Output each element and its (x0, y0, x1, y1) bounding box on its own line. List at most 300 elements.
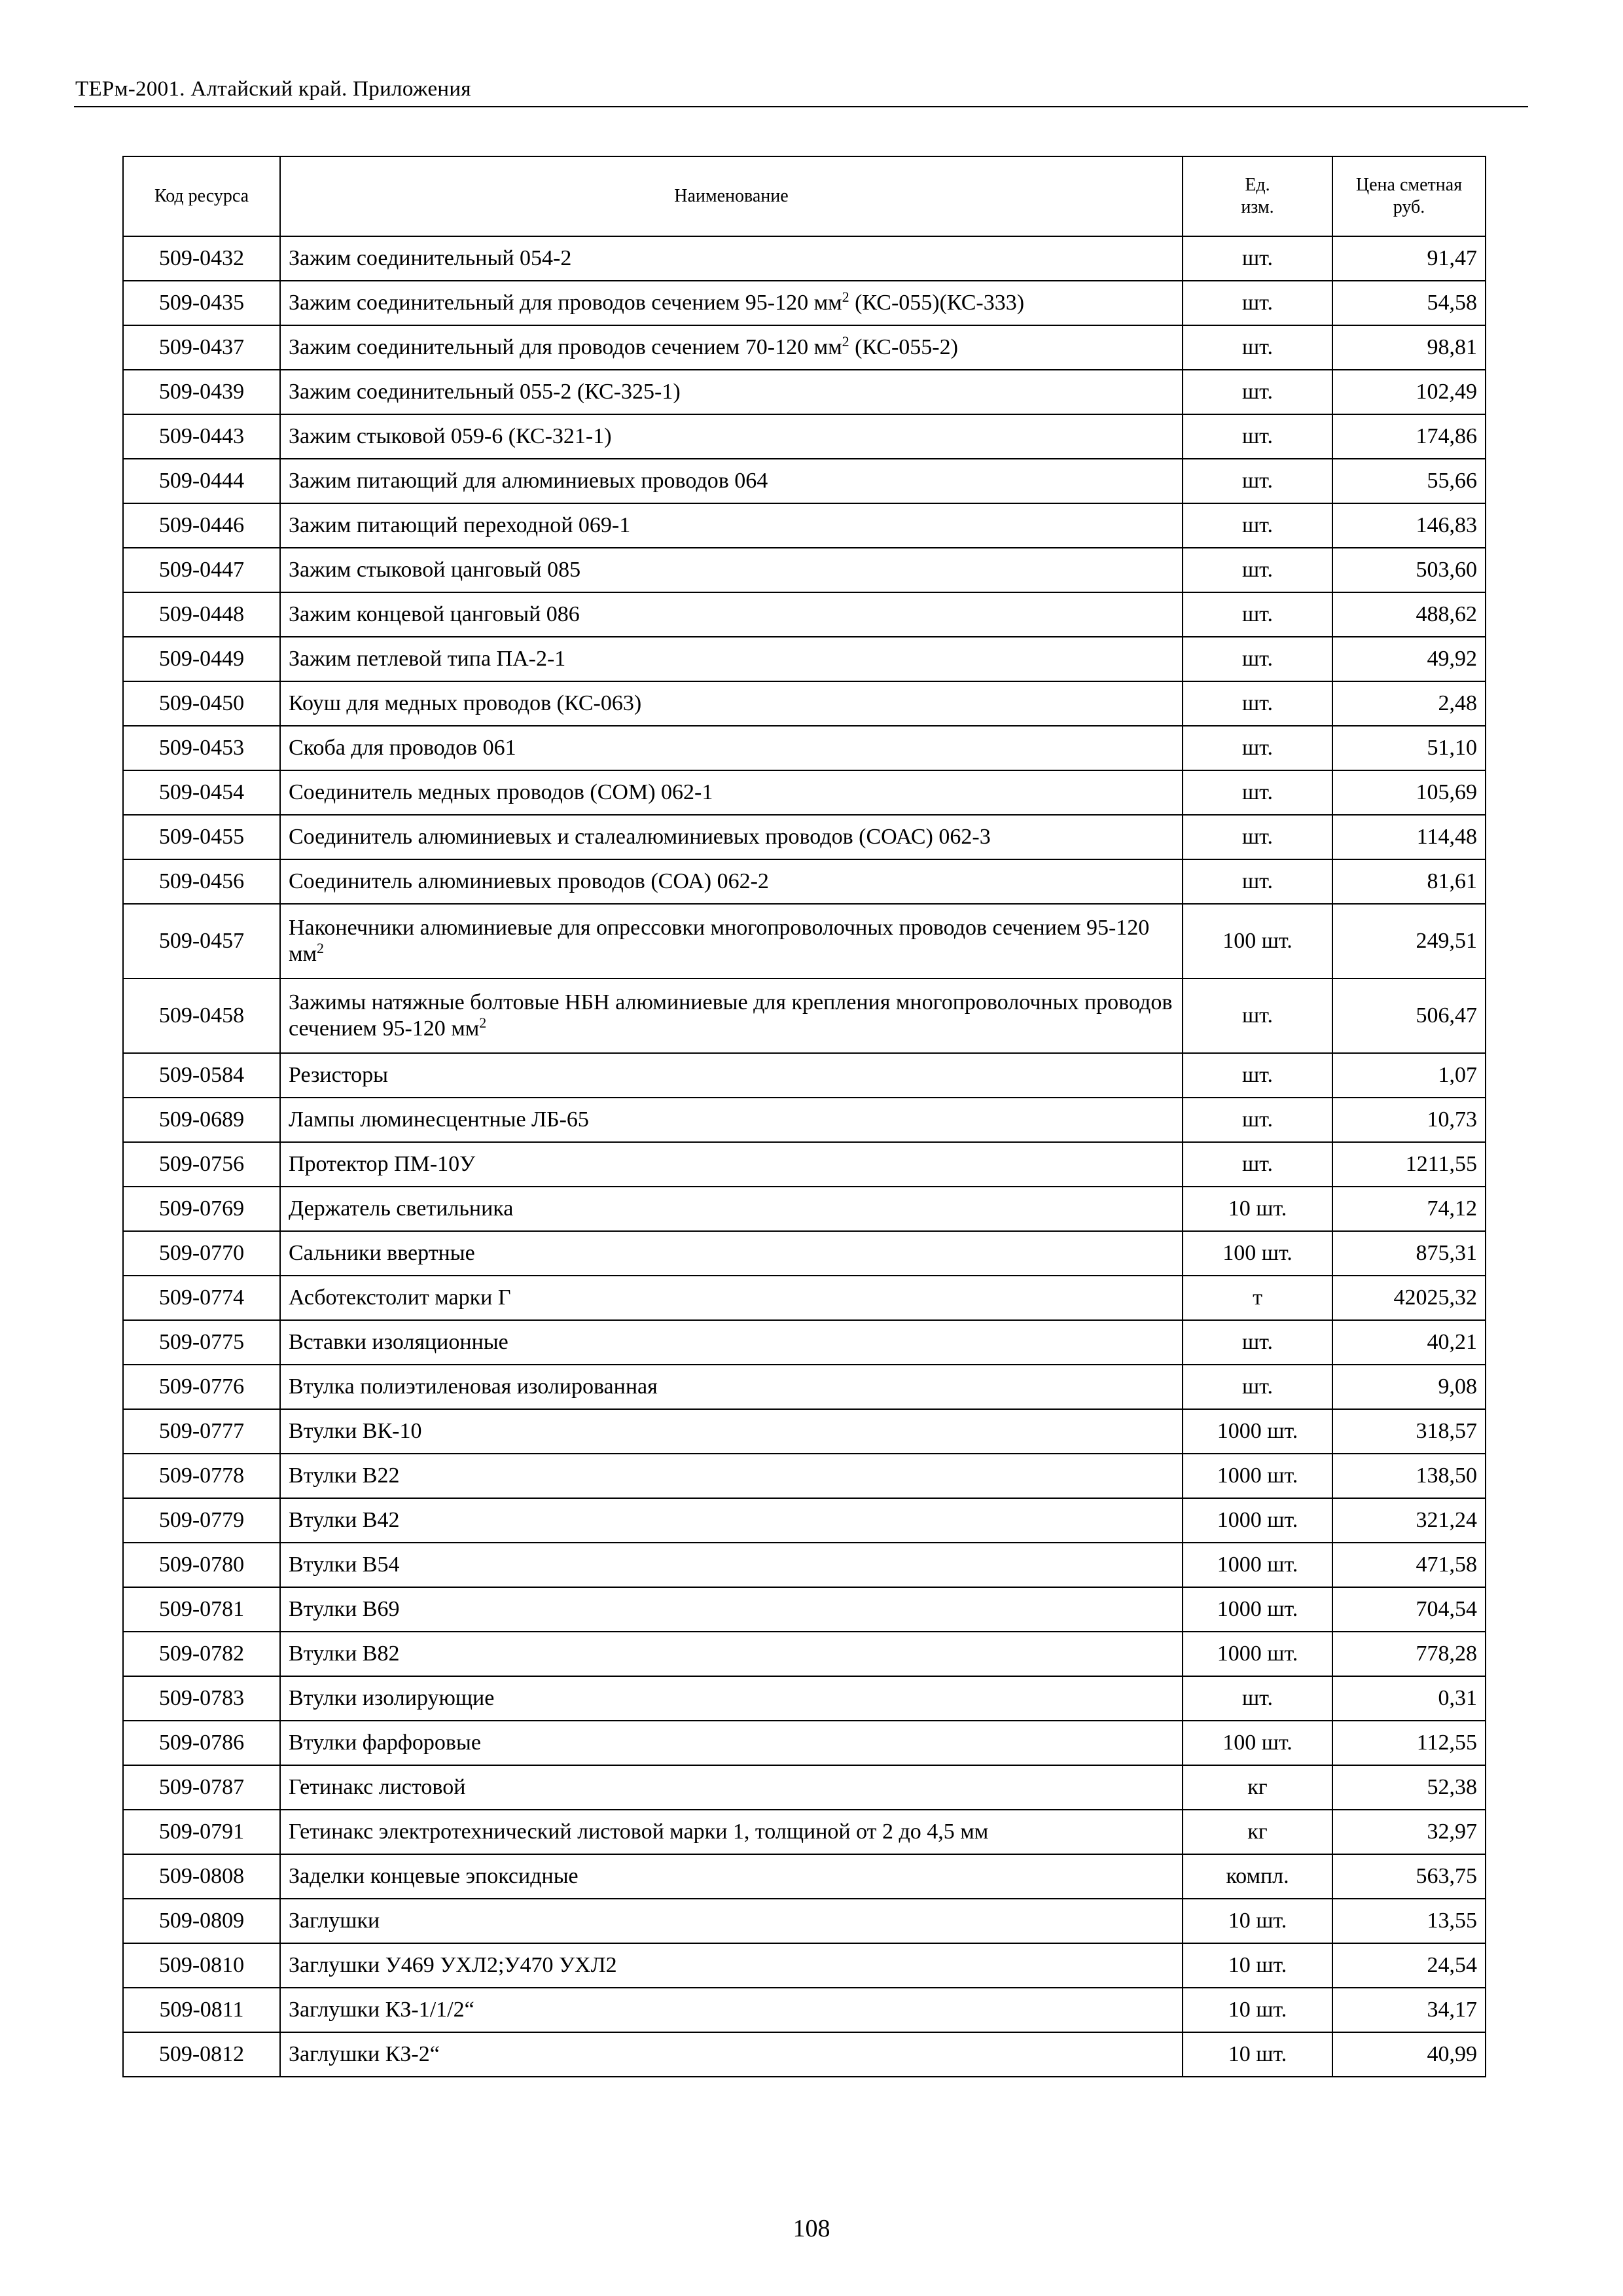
price-cell (1332, 236, 1486, 281)
table-row (123, 1142, 1486, 1187)
estimated-price: 40,99 (1427, 2042, 1477, 2066)
unit-cell (1183, 1098, 1332, 1142)
column-header-code (123, 156, 280, 236)
resource-code-cell (123, 1587, 280, 1632)
table-row (123, 1810, 1486, 1854)
unit-cell (1183, 414, 1332, 459)
resource-code: 509-0810 (158, 1953, 245, 1977)
resource-code: 509-0809 (158, 1909, 245, 1933)
resource-name: Втулка полиэтиленовая изолированная (289, 1374, 658, 1399)
resource-code-cell (123, 859, 280, 904)
resource-code: 509-0786 (158, 1731, 245, 1755)
table-row (123, 637, 1486, 681)
unit-of-measure: шт. (1242, 291, 1273, 315)
resource-name: Втулки изолирующие (289, 1686, 495, 1710)
resource-name-cell (280, 681, 1183, 726)
unit-of-measure: шт. (1242, 1063, 1273, 1087)
resource-name-cell (280, 1409, 1183, 1454)
column-header-unit-line2: изм. (1241, 197, 1274, 217)
estimated-price: 318,57 (1416, 1419, 1477, 1443)
resource-code-cell (123, 1765, 280, 1810)
resource-name-cell (280, 548, 1183, 592)
price-cell (1332, 1454, 1486, 1498)
resource-name-cell (280, 1943, 1183, 1988)
resource-name: Гетинакс электротехнический листовой марки 1, толщиной от 2 до 4,5 мм (289, 1820, 989, 1844)
estimated-price: 49,92 (1427, 647, 1477, 671)
resource-code-cell (123, 1320, 280, 1365)
resource-name: Заделки концевые эпоксидные (289, 1864, 579, 1888)
resource-code: 509-0456 (158, 869, 245, 893)
unit-of-measure: шт. (1242, 691, 1273, 715)
column-header-unit (1183, 156, 1332, 236)
table-row (123, 859, 1486, 904)
resource-code-cell (123, 1943, 280, 1988)
resource-code: 509-0689 (158, 1107, 245, 1132)
unit-of-measure: шт. (1242, 1330, 1273, 1354)
table-row (123, 1988, 1486, 2032)
unit-cell (1183, 978, 1332, 1053)
unit-cell (1183, 370, 1332, 414)
table-row (123, 1276, 1486, 1320)
resource-name-cell (280, 1498, 1183, 1543)
resource-code: 509-0781 (158, 1597, 245, 1621)
resource-name: Втулки В69 (289, 1597, 400, 1621)
unit-superscript: 2 (842, 289, 849, 305)
price-cell (1332, 1053, 1486, 1098)
price-cell (1332, 1943, 1486, 1988)
resource-code-cell (123, 325, 280, 370)
resource-name-cell (280, 1053, 1183, 1098)
unit-cell (1183, 1632, 1332, 1676)
estimated-price: 249,51 (1416, 929, 1477, 953)
resource-code: 509-0584 (158, 1063, 245, 1087)
resource-name-text: Зажим соединительный для проводов сечением 70-120 мм (289, 335, 842, 359)
estimated-price: 114,48 (1416, 825, 1477, 849)
estimated-price: 1,07 (1438, 1063, 1477, 1087)
price-cell (1332, 1276, 1486, 1320)
price-cell (1332, 1320, 1486, 1365)
table-row (123, 1943, 1486, 1988)
price-cell (1332, 370, 1486, 414)
table-row (123, 548, 1486, 592)
unit-cell (1183, 1943, 1332, 1988)
resource-code: 509-0432 (158, 246, 245, 270)
resource-name: Резисторы (289, 1063, 388, 1087)
unit-of-measure: шт. (1242, 558, 1273, 582)
resource-name-cell (280, 1854, 1183, 1899)
price-table (122, 156, 1486, 2077)
estimated-price: 24,54 (1427, 1953, 1477, 1977)
table-row (123, 1231, 1486, 1276)
resource-code-cell (123, 1498, 280, 1543)
resource-code: 509-0437 (158, 335, 245, 359)
column-header-price-line1: Цена сметная (1355, 175, 1463, 195)
price-cell (1332, 1587, 1486, 1632)
resource-code: 509-0444 (158, 469, 245, 493)
table-row (123, 236, 1486, 281)
resource-name-cell (280, 1765, 1183, 1810)
table-row (123, 681, 1486, 726)
resource-name: Скоба для проводов 061 (289, 736, 516, 760)
column-header-price (1332, 156, 1486, 236)
resource-name-text: Зажим соединительный для проводов сечением 95-120 мм (289, 291, 842, 315)
column-header-price-line2: руб. (1393, 197, 1425, 217)
unit-of-measure: 100 шт. (1222, 1731, 1293, 1755)
table-body (123, 236, 1486, 2077)
estimated-price: 52,38 (1427, 1775, 1477, 1799)
price-cell (1332, 325, 1486, 370)
resource-name-text: Зажимы натяжные болтовые НБН алюминиевые для крепления многопроволочных проводов сечением 95-120 мм (289, 990, 1173, 1041)
price-cell (1332, 1187, 1486, 1231)
unit-of-measure: шт. (1242, 780, 1273, 804)
table-row (123, 726, 1486, 770)
resource-name-text-tail: (КС-055)(КС-333) (849, 291, 1025, 315)
price-cell (1332, 1721, 1486, 1765)
resource-code-cell (123, 1810, 280, 1854)
unit-of-measure: 100 шт. (1222, 1241, 1293, 1265)
estimated-price: 34,17 (1427, 1998, 1477, 2022)
resource-code-cell (123, 1365, 280, 1409)
resource-code: 509-0756 (158, 1152, 245, 1176)
price-cell (1332, 1854, 1486, 1899)
resource-code: 509-0455 (158, 825, 245, 849)
price-cell (1332, 770, 1486, 815)
resource-code-cell (123, 1632, 280, 1676)
estimated-price: 55,66 (1427, 469, 1477, 493)
resource-name-cell (280, 459, 1183, 503)
unit-cell (1183, 1142, 1332, 1187)
unit-of-measure: 1000 шт. (1217, 1552, 1298, 1577)
resource-name: Соединитель алюминиевых проводов (СОА) 062-2 (289, 869, 769, 893)
resource-name-cell (280, 1899, 1183, 1943)
unit-cell (1183, 1231, 1332, 1276)
resource-name-text-tail: (КС-055-2) (849, 335, 958, 359)
resource-name-cell (280, 281, 1183, 325)
resource-name-cell (280, 414, 1183, 459)
resource-code: 509-0776 (158, 1374, 245, 1399)
resource-name: Лампы люминесцентные ЛБ-65 (289, 1107, 589, 1132)
price-cell (1332, 459, 1486, 503)
unit-of-measure: шт. (1242, 1374, 1273, 1399)
unit-cell (1183, 859, 1332, 904)
price-cell (1332, 592, 1486, 637)
estimated-price: 503,60 (1416, 558, 1477, 582)
estimated-price: 146,83 (1416, 513, 1477, 537)
resource-name-cell (280, 726, 1183, 770)
estimated-price: 704,54 (1416, 1597, 1477, 1621)
unit-cell (1183, 1053, 1332, 1098)
resource-code: 509-0787 (158, 1775, 245, 1799)
resource-code-cell (123, 1053, 280, 1098)
estimated-price: 506,47 (1416, 1003, 1477, 1028)
unit-cell (1183, 1988, 1332, 2032)
unit-of-measure: 1000 шт. (1217, 1641, 1298, 1666)
unit-cell (1183, 1187, 1332, 1231)
estimated-price: 321,24 (1416, 1508, 1477, 1532)
resource-name-cell (280, 503, 1183, 548)
table-row (123, 1854, 1486, 1899)
table-row (123, 1676, 1486, 1721)
unit-cell (1183, 681, 1332, 726)
price-cell (1332, 1409, 1486, 1454)
resource-code: 509-0782 (158, 1641, 245, 1666)
resource-code: 509-0457 (158, 929, 245, 953)
estimated-price: 0,31 (1438, 1686, 1477, 1710)
resource-name: Заглушки КЗ-1/1/2“ (289, 1998, 474, 2022)
resource-code-cell (123, 1988, 280, 2032)
estimated-price: 32,97 (1427, 1820, 1477, 1844)
price-cell (1332, 681, 1486, 726)
unit-cell (1183, 815, 1332, 859)
resource-code: 509-0783 (158, 1686, 245, 1710)
resource-name: Протектор ПМ-10У (289, 1152, 476, 1176)
resource-name-cell (280, 1676, 1183, 1721)
resource-name: Втулки В42 (289, 1508, 400, 1532)
price-cell (1332, 414, 1486, 459)
resource-name-cell (280, 1098, 1183, 1142)
column-header-name-label: Наименование (674, 186, 789, 206)
unit-cell (1183, 770, 1332, 815)
estimated-price: 112,55 (1416, 1731, 1477, 1755)
resource-code-cell (123, 1187, 280, 1231)
resource-code-cell (123, 1142, 280, 1187)
estimated-price: 81,61 (1427, 869, 1477, 893)
resource-code-cell (123, 503, 280, 548)
estimated-price: 471,58 (1416, 1552, 1477, 1577)
unit-of-measure: компл. (1226, 1864, 1289, 1888)
resource-name: Зажим петлевой типа ПА-2-1 (289, 647, 566, 671)
resource-name-cell (280, 1365, 1183, 1409)
price-cell (1332, 548, 1486, 592)
table-header-row (123, 156, 1486, 236)
price-cell (1332, 281, 1486, 325)
unit-of-measure: кг (1247, 1775, 1268, 1799)
unit-of-measure: шт. (1242, 246, 1273, 270)
resource-code: 509-0769 (158, 1196, 245, 1221)
estimated-price: 51,10 (1427, 736, 1477, 760)
table-row (123, 1098, 1486, 1142)
resource-code: 509-0450 (158, 691, 245, 715)
resource-name-cell (280, 1187, 1183, 1231)
unit-cell (1183, 503, 1332, 548)
resource-code-cell (123, 1899, 280, 1943)
resource-code-cell (123, 548, 280, 592)
resource-name: Соединитель медных проводов (СОМ) 062-1 (289, 780, 713, 804)
resource-name: Заглушки (289, 1909, 380, 1933)
column-header-name (280, 156, 1183, 236)
document-header-title: ТЕРм-2001. Алтайский край. Приложения (75, 77, 471, 101)
resource-code: 509-0811 (159, 1998, 244, 2022)
resource-name-cell (280, 904, 1183, 978)
unit-of-measure: шт. (1242, 1003, 1273, 1028)
resource-name: Втулки фарфоровые (289, 1731, 481, 1755)
unit-cell (1183, 2032, 1332, 2077)
resource-name-cell (280, 1632, 1183, 1676)
unit-cell (1183, 459, 1332, 503)
resource-code: 509-0453 (158, 736, 245, 760)
unit-of-measure: 100 шт. (1222, 929, 1293, 953)
unit-of-measure: шт. (1242, 602, 1273, 626)
unit-cell (1183, 548, 1332, 592)
unit-cell (1183, 1721, 1332, 1765)
unit-of-measure: шт. (1242, 380, 1273, 404)
estimated-price: 9,08 (1438, 1374, 1477, 1399)
table-row (123, 503, 1486, 548)
unit-cell (1183, 1810, 1332, 1854)
resource-code-cell (123, 1231, 280, 1276)
resource-code-cell (123, 1676, 280, 1721)
price-cell (1332, 726, 1486, 770)
unit-of-measure: шт. (1242, 736, 1273, 760)
resource-name: Сальники ввертные (289, 1241, 475, 1265)
resource-code: 509-0447 (158, 558, 245, 582)
resource-name-cell (280, 859, 1183, 904)
unit-cell (1183, 1854, 1332, 1899)
price-cell (1332, 859, 1486, 904)
resource-code: 509-0779 (158, 1508, 245, 1532)
unit-superscript: 2 (842, 333, 849, 350)
resource-code-cell (123, 592, 280, 637)
table-row (123, 1899, 1486, 1943)
price-cell (1332, 637, 1486, 681)
table-row (123, 459, 1486, 503)
resource-code: 509-0777 (158, 1419, 245, 1443)
unit-of-measure: 1000 шт. (1217, 1597, 1298, 1621)
table-row (123, 2032, 1486, 2077)
resource-code-cell (123, 978, 280, 1053)
price-cell (1332, 1543, 1486, 1587)
table-row (123, 325, 1486, 370)
estimated-price: 174,86 (1416, 424, 1477, 448)
resource-code: 509-0446 (158, 513, 245, 537)
resource-code: 509-0775 (158, 1330, 245, 1354)
resource-code: 509-0448 (158, 602, 245, 626)
unit-cell (1183, 1365, 1332, 1409)
unit-of-measure: шт. (1242, 825, 1273, 849)
resource-code-cell (123, 904, 280, 978)
unit-cell (1183, 592, 1332, 637)
resource-name-cell (280, 770, 1183, 815)
estimated-price: 10,73 (1427, 1107, 1477, 1132)
resource-name: Зажим стыковой цанговый 085 (289, 558, 581, 582)
unit-cell (1183, 1409, 1332, 1454)
resource-code: 509-0770 (158, 1241, 245, 1265)
price-cell (1332, 1632, 1486, 1676)
unit-cell (1183, 1543, 1332, 1587)
resource-name-cell (280, 1810, 1183, 1854)
resource-name-cell (280, 1587, 1183, 1632)
estimated-price: 98,81 (1427, 335, 1477, 359)
table-row (123, 1632, 1486, 1676)
unit-cell (1183, 1498, 1332, 1543)
unit-cell (1183, 1587, 1332, 1632)
estimated-price: 563,75 (1416, 1864, 1477, 1888)
table-row (123, 592, 1486, 637)
resource-code: 509-0774 (158, 1285, 245, 1310)
estimated-price: 54,58 (1427, 291, 1477, 315)
table-row (123, 414, 1486, 459)
unit-cell (1183, 904, 1332, 978)
table-row (123, 1409, 1486, 1454)
table-row (123, 978, 1486, 1053)
resource-name: Втулки В22 (289, 1463, 400, 1488)
unit-cell (1183, 726, 1332, 770)
resource-name: Зажим концевой цанговый 086 (289, 602, 580, 626)
resource-code: 509-0449 (158, 647, 245, 671)
resource-name-cell (280, 1231, 1183, 1276)
resource-name-cell (280, 637, 1183, 681)
resource-code-cell (123, 459, 280, 503)
estimated-price: 91,47 (1427, 246, 1477, 270)
resource-name-cell (280, 325, 1183, 370)
unit-of-measure: шт. (1242, 869, 1273, 893)
resource-code-cell (123, 1276, 280, 1320)
table-row (123, 1721, 1486, 1765)
estimated-price: 42025,32 (1393, 1285, 1477, 1310)
resource-code: 509-0458 (158, 1003, 245, 1028)
resource-code-cell (123, 370, 280, 414)
resource-name: Зажим стыковой 059-6 (КС-321-1) (289, 424, 612, 448)
price-cell (1332, 1765, 1486, 1810)
resource-name-cell (280, 978, 1183, 1053)
estimated-price: 105,69 (1416, 780, 1477, 804)
price-cell (1332, 1988, 1486, 2032)
resource-code-cell (123, 1454, 280, 1498)
table-row (123, 1320, 1486, 1365)
unit-cell (1183, 1676, 1332, 1721)
estimated-price: 875,31 (1416, 1241, 1477, 1265)
resource-name: Соединитель алюминиевых и сталеалюминиевых проводов (СОАС) 062-3 (289, 825, 991, 849)
unit-of-measure: шт. (1242, 1686, 1273, 1710)
unit-of-measure: шт. (1242, 1107, 1273, 1132)
resource-code-cell (123, 637, 280, 681)
estimated-price: 1211,55 (1405, 1152, 1477, 1176)
resource-code: 509-0435 (158, 291, 245, 315)
resource-code-cell (123, 1098, 280, 1142)
header-rule (74, 106, 1528, 107)
price-cell (1332, 503, 1486, 548)
resource-code: 509-0791 (158, 1820, 245, 1844)
resource-name: Зажим питающий переходной 069-1 (289, 513, 631, 537)
resource-code: 509-0454 (158, 780, 245, 804)
resource-name-cell (280, 1454, 1183, 1498)
resource-name-text: Наконечники алюминиевые для опрессовки многопроволочных проводов сечением 95-120 мм (289, 916, 1150, 966)
unit-of-measure: 1000 шт. (1217, 1463, 1298, 1488)
unit-superscript: 2 (479, 1014, 487, 1031)
resource-name: Асботекстолит марки Г (289, 1285, 511, 1310)
resource-code: 509-0808 (158, 1864, 245, 1888)
unit-of-measure: шт. (1242, 335, 1273, 359)
table-row (123, 1543, 1486, 1587)
unit-of-measure: шт. (1242, 424, 1273, 448)
resource-name-cell (280, 592, 1183, 637)
column-header-code-label: Код ресурса (154, 186, 249, 206)
price-cell (1332, 978, 1486, 1053)
resource-name-cell (280, 236, 1183, 281)
unit-cell (1183, 1276, 1332, 1320)
resource-name-cell (280, 1543, 1183, 1587)
unit-superscript: 2 (317, 940, 325, 956)
table-row (123, 904, 1486, 978)
unit-of-measure: 10 шт. (1228, 1953, 1287, 1977)
resource-name-cell (280, 815, 1183, 859)
unit-of-measure: 10 шт. (1228, 2042, 1287, 2066)
unit-of-measure: 10 шт. (1228, 1196, 1287, 1221)
unit-of-measure: кг (1247, 1820, 1268, 1844)
table-row (123, 1454, 1486, 1498)
table-row (123, 770, 1486, 815)
resource-code-cell (123, 681, 280, 726)
